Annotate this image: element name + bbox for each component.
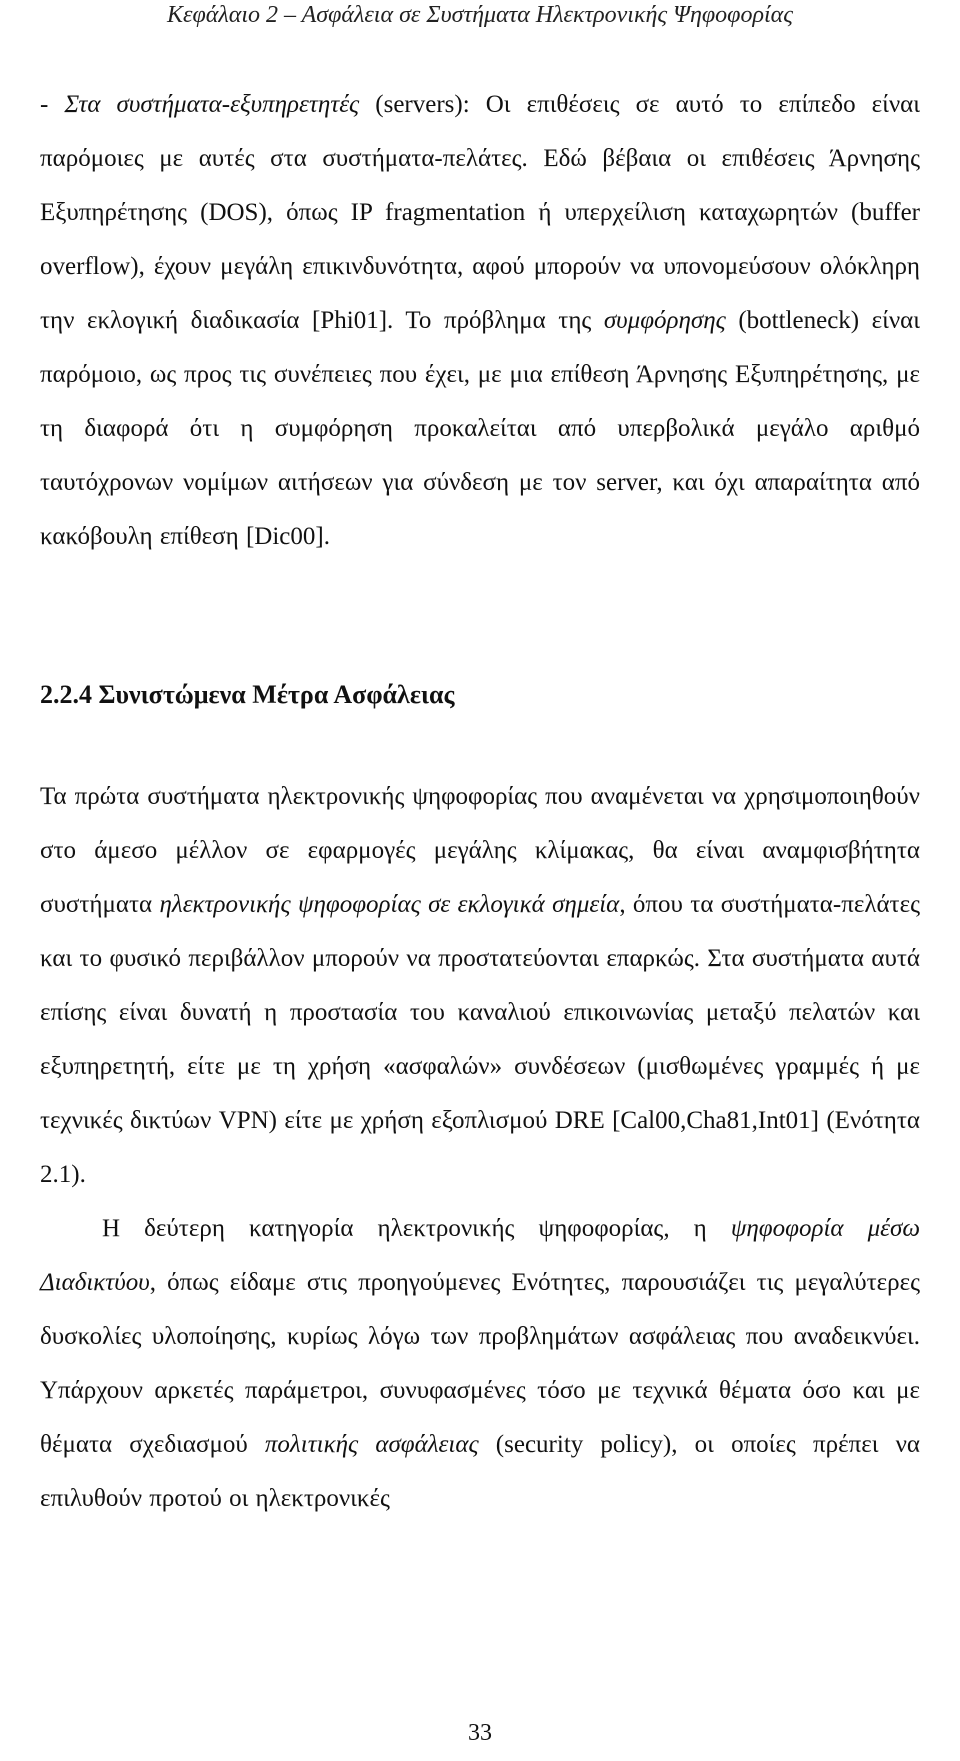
security-measures-paragraph-1: [40, 770, 920, 1202]
running-header: Κεφάλαιο 2 – Ασφάλεια σε Συστήματα Ηλεκτρονικής Ψηφοφορίας: [167, 2, 793, 28]
servers-text-1: (servers): Οι επιθέσεις σε αυτό το επίπεδο είναι παρόμοιες με αυτές στα συστήματα-πελάτες. Εδώ βέβαια οι επιθέσεις Άρνησης Εξυπηρέτησης (DOS), όπως IP fragmentation ή υπερχείλιση καταχωρητών (buffer overflow), έχουν μεγάλη επικινδυνότητα, αφού μπορούν να υπονομεύσουν ολόκληρη την εκλογική διαδικασία [Phi01]. Το πρόβλημα της: [40, 91, 920, 334]
section-heading: 2.2.4 Συνιστώμενα Μέτρα Ασφάλειας: [40, 680, 455, 709]
paragraph-2-text-2: , όπως είδαμε στις προηγούμενες Ενότητες, παρουσιάζει τις μεγαλύτερες δυσκολίες υλοποίησης, κυρίως λόγω των προβλημάτων ασφάλειας που αναδεικνύει. Υπάρχουν αρκετές παράμετροι, συνυφασμένες τόσο με τεχνικά θέματα όσο και με θέματα σχεδιασμού: [40, 1269, 920, 1458]
bullet-label-servers: Στα συστήματα-εξυπηρετητές: [64, 91, 360, 118]
page-number: 33: [468, 1720, 492, 1746]
paragraph-2-text-3: (security policy), οι οποίες πρέπει να επιλυθούν προτού οι ηλεκτρονικές: [40, 1431, 920, 1512]
servers-bullet-paragraph: [40, 78, 920, 564]
term-security-policy: πολιτικής ασφάλειας: [264, 1431, 479, 1458]
bullet-dash: -: [40, 91, 65, 118]
servers-text-2: (bottleneck) είναι παρόμοιο, ως προς τις συνέπειες που έχει, με μια επίθεση Άρνησης Εξυπηρέτησης, με τη διαφορά ότι η συμφόρηση προκαλείται από υπερβολικά μεγάλο αριθμό ταυτόχρονων νομίμων αιτήσεων για σύνδεση με τον server, και όχι απαραίτητα από κακόβουλη επίθεση [Dic00].: [40, 307, 920, 550]
term-polling-station-voting: ηλεκτρονικής ψηφοφορίας σε εκλογικά σημεία: [159, 891, 620, 918]
security-measures-paragraph-2: [40, 1202, 920, 1526]
paragraph-1-text-2: , όπου τα συστήματα-πελάτες και το φυσικό περιβάλλον μπορούν να προστατεύονται επαρκώς. Στα συστήματα αυτά επίσης είναι δυνατή η προστασία του καναλιού επικοινωνίας μεταξύ πελατών και εξυπηρετητή, είτε με τη χρήση «ασφαλών» συνδέσεων (μισθωμένες γραμμές ή με τεχνικές δικτύων VPN) είτε με χρήση εξοπλισμού DRE [Cal00,Cha81,Int01] (Ενότητα 2.1).: [40, 891, 920, 1188]
term-internet-voting: ψηφοφορία μέσω Διαδικτύου: [40, 1215, 920, 1296]
paragraph-1-text-1: Τα πρώτα συστήματα ηλεκτρονικής ψηφοφορίας που αναμένεται να χρησιμοποιηθούν στο άμεσο μέλλον σε εφαρμογές μεγάλης κλίμακας, θα είναι αναμφισβήτητα συστήματα: [40, 783, 920, 918]
paragraph-2-text-1: Η δεύτερη κατηγορία ηλεκτρονικής ψηφοφορίας, η: [102, 1215, 731, 1242]
page-body: [40, 78, 920, 1526]
term-bottleneck: συμφόρησης: [603, 307, 726, 334]
